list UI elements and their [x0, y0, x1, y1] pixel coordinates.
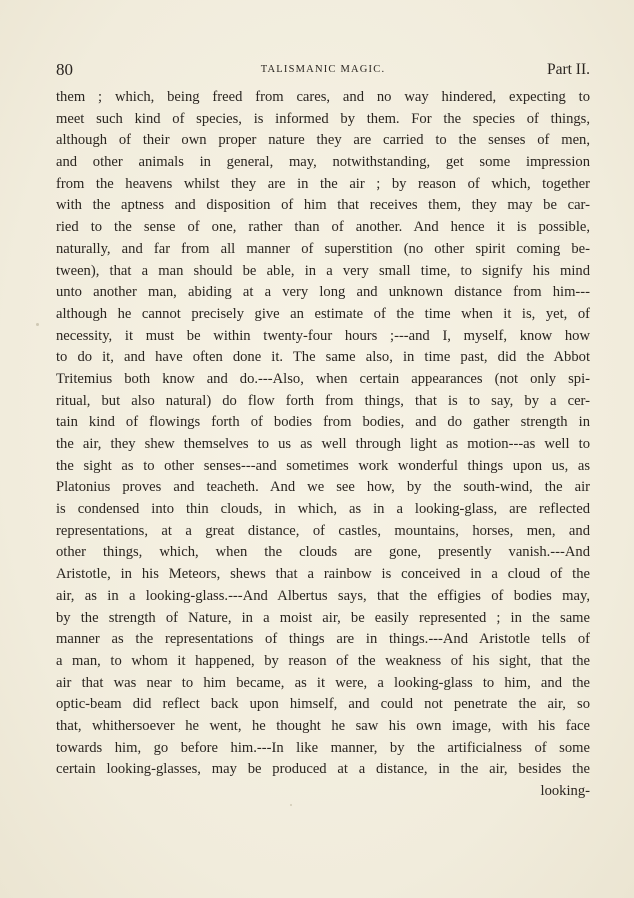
text-line: the sight as to other senses---and sometimes work wonderful things upon us, as: [56, 457, 590, 474]
text-line: although he cannot precisely give an estimate of the time when it is, yet, of: [56, 305, 590, 322]
body-text: [56, 87, 590, 803]
text-line: representations, at a great distance, of castles, mountains, horses, men, and: [56, 522, 590, 539]
text-line: a man, to whom it happened, by reason of the weakness of his sight, that the: [56, 652, 590, 669]
text-line: air that was near to him became, as it were, a looking-glass to him, and the: [56, 674, 590, 691]
text-line: other things, which, when the clouds are gone, presently vanish.---And: [56, 544, 590, 561]
running-title: TALISMANIC MAGIC.: [260, 64, 386, 75]
text-line: with the aptness and disposition of him that receives them, they may be car-: [56, 197, 590, 214]
text-line: from the heavens whilst they are in the air ; by reason of which, together: [56, 175, 590, 192]
text-line: naturally, and far from all manner of superstition (no other spirit coming be-: [56, 240, 590, 257]
text-line: necessity, it must be within twenty-four hours ;---and I, myself, know how: [56, 327, 590, 344]
text-line: tain kind of flowings forth of bodies from bodies, and do gather strength in: [56, 414, 590, 431]
paper-speck: [36, 323, 39, 326]
text-line: air, as in a looking-glass.---And Albertus says, that the effigies of bodies may,: [56, 587, 590, 604]
text-line: Tritemius both know and do.---Also, when certain appearances (not only spi-: [56, 370, 590, 387]
text-line: that, whithersoever he went, he thought he saw his own image, with his face: [56, 717, 590, 734]
page-header: [56, 60, 590, 82]
text-line: optic-beam did reflect back upon himself, and could not penetrate the air, so: [56, 696, 590, 713]
text-line: although of their own proper nature they are carried to the senses of men,: [56, 132, 590, 149]
text-line: tween), that a man should be able, in a very small time, to signify his mind: [56, 262, 590, 279]
text-line: certain looking-glasses, may be produced at a distance, in the air, besides the: [56, 761, 590, 778]
catchword: looking-: [540, 783, 590, 799]
text-line: Platonius proves and teacheth. And we see how, by the south-wind, the air: [56, 479, 590, 496]
text-line: and other animals in general, may, notwithstanding, get some impression: [56, 154, 590, 171]
text-line: by the strength of Nature, in a moist air, be easily represented ; in the same: [56, 609, 590, 626]
text-line: is condensed into thin clouds, in which, as in a looking-glass, are reflected: [56, 501, 590, 518]
part-label: Part II.: [546, 61, 590, 78]
text-line: ried to the sense of one, rather than of another. And hence it is possible,: [56, 219, 590, 236]
text-line: the air, they shew themselves to us as well through light as motion---as well to: [56, 436, 590, 452]
paper-speck: [290, 804, 292, 806]
text-line: Aristotle, in his Meteors, shews that a rainbow is conceived in a cloud of the: [56, 566, 590, 583]
text-line: ritual, but also natural) do flow forth from things, that is to say, by a cer-: [56, 392, 590, 409]
text-line: meet such kind of species, is informed by them. For the species of things,: [56, 110, 590, 127]
text-line: them ; which, being freed from cares, and no way hindered, expecting to: [56, 89, 590, 105]
text-line: towards him, go before him.---In like manner, by the artificialness of some: [56, 739, 590, 756]
text-line: manner as the representations of things are in things.---And Aristotle tells of: [56, 631, 590, 648]
text-line: unto another man, abiding at a very long and unknown distance from him---: [56, 284, 590, 301]
text-line: to do it, and have often done it. The same also, in time past, did the Abbot: [56, 349, 590, 366]
page-number: 80: [56, 60, 73, 79]
